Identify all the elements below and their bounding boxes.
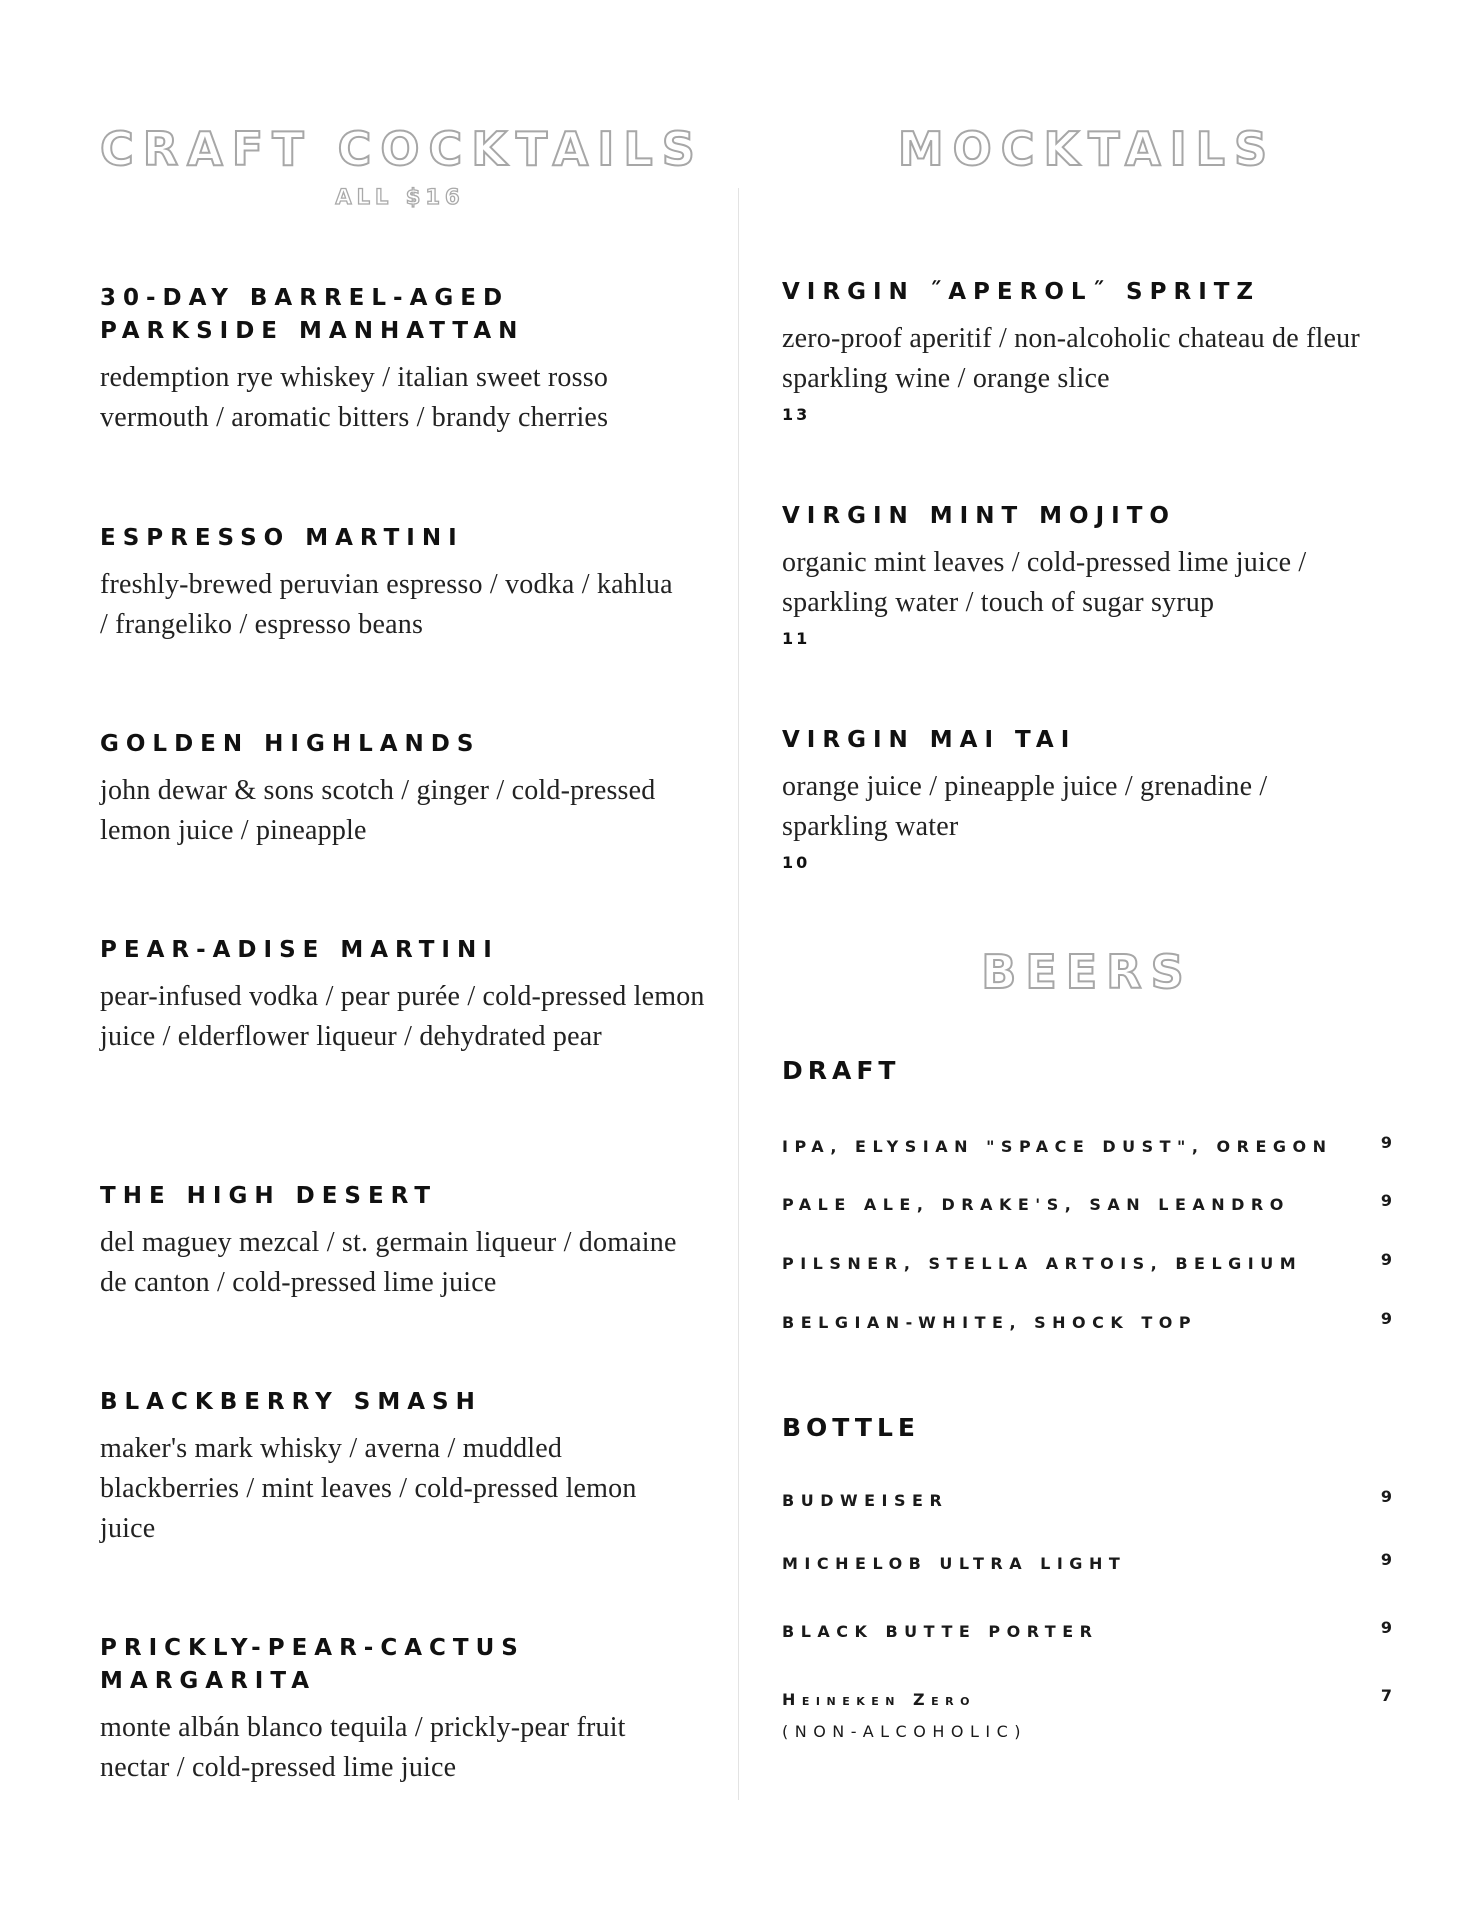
cocktail-item [100, 1386, 710, 1549]
bottle-beer-row [782, 1618, 1392, 1642]
cocktail-item [100, 1632, 710, 1788]
beer-name: MICHELOB ULTRA LIGHT [782, 1554, 1127, 1573]
cocktails-price-note: ALL $16 [335, 185, 465, 209]
mocktails-title: MOCKTAILS [897, 122, 1277, 176]
beers-title: BEERS [981, 945, 1193, 999]
beer-name: Heineken Zero [782, 1690, 976, 1709]
bottle-heading: BOTTLE [782, 1413, 920, 1442]
cocktail-description: freshly-brewed peruvian espresso / vodka / kahlua / frangeliko / espresso beans [100, 569, 673, 640]
cocktail-item [100, 1180, 710, 1303]
beer-name: BELGIAN-WHITE, SHOCK TOP [782, 1313, 1198, 1332]
beer-price: 9 [1380, 1133, 1392, 1152]
mocktail-item [782, 276, 1402, 424]
cocktail-name: PEAR-ADISE MARTINI [100, 937, 499, 963]
cocktail-item [100, 522, 710, 645]
cocktail-item [100, 282, 710, 438]
mocktail-price: 11 [782, 629, 811, 648]
mocktail-price: 10 [782, 853, 811, 872]
beer-name: BUDWEISER [782, 1491, 949, 1510]
mocktail-description: orange juice / pineapple juice / grenadine / sparkling water [782, 771, 1268, 842]
beer-price: 9 [1380, 1550, 1392, 1569]
mocktail-item [782, 500, 1402, 648]
beer-note: (NON-ALCOHOLIC) [782, 1722, 1027, 1741]
beer-price: 9 [1380, 1191, 1392, 1210]
cocktail-description: del maguey mezcal / st. germain liqueur / domaine de canton / cold-pressed lime juice [100, 1227, 677, 1298]
mocktail-price: 13 [782, 405, 811, 424]
beer-name: PALE ALE, DRAKE'S, SAN LEANDRO [782, 1195, 1290, 1214]
mocktail-item [782, 724, 1402, 872]
beer-price: 9 [1380, 1250, 1392, 1269]
cocktail-name: 30-DAY BARREL-AGED PARKSIDE MANHATTAN [100, 285, 525, 344]
mocktail-description: zero-proof aperitif / non-alcoholic chateau de fleur sparkling wine / orange slice [782, 323, 1360, 394]
cocktail-item [100, 934, 710, 1057]
cocktail-name: BLACKBERRY SMASH [100, 1389, 482, 1415]
mocktail-name: VIRGIN MAI TAI [782, 727, 1077, 753]
bottle-beer-row [782, 1487, 1392, 1511]
cocktail-description: pear-infused vodka / pear purée / cold-pressed lemon juice / elderflower liqueur / dehydrated pear [100, 981, 705, 1052]
draft-beer-row [782, 1309, 1392, 1333]
cocktail-description: monte albán blanco tequila / prickly-pear fruit nectar / cold-pressed lime juice [100, 1712, 626, 1783]
beer-name: IPA, ELYSIAN "SPACE DUST", OREGON [782, 1137, 1333, 1156]
cocktail-name: GOLDEN HIGHLANDS [100, 731, 481, 757]
beer-price: 9 [1380, 1618, 1392, 1637]
cocktail-name: ESPRESSO MARTINI [100, 525, 464, 551]
cocktail-description: redemption rye whiskey / italian sweet rosso vermouth / aromatic bitters / brandy cherries [100, 362, 609, 433]
beer-price: 7 [1380, 1686, 1392, 1705]
cocktail-name: PRICKLY-PEAR-CACTUS MARGARITA [100, 1635, 525, 1694]
mocktail-description: organic mint leaves / cold-pressed lime juice / sparkling water / touch of sugar syrup [782, 547, 1307, 618]
draft-beer-row [782, 1133, 1392, 1157]
bottle-beer-row [782, 1686, 1392, 1741]
cocktail-description: maker's mark whisky / averna / muddled blackberries / mint leaves / cold-pressed lemon juice [100, 1433, 637, 1544]
beer-price: 9 [1380, 1487, 1392, 1506]
cocktails-title: CRAFT COCKTAILS [100, 122, 704, 176]
cocktail-item [100, 728, 710, 851]
beer-name: BLACK BUTTE PORTER [782, 1622, 1099, 1641]
mocktail-name: VIRGIN ˝APEROL˝ SPRITZ [782, 279, 1261, 305]
beer-name: PILSNER, STELLA ARTOIS, BELGIUM [782, 1254, 1303, 1273]
bottle-beer-row [782, 1550, 1392, 1574]
beer-price: 9 [1380, 1309, 1392, 1328]
column-divider [738, 188, 739, 1800]
draft-beer-row [782, 1250, 1392, 1274]
cocktail-description: john dewar & sons scotch / ginger / cold-pressed lemon juice / pineapple [100, 775, 656, 846]
mocktail-name: VIRGIN MINT MOJITO [782, 503, 1176, 529]
cocktail-name: THE HIGH DESERT [100, 1183, 438, 1209]
draft-heading: DRAFT [782, 1056, 901, 1085]
draft-beer-row [782, 1191, 1392, 1215]
